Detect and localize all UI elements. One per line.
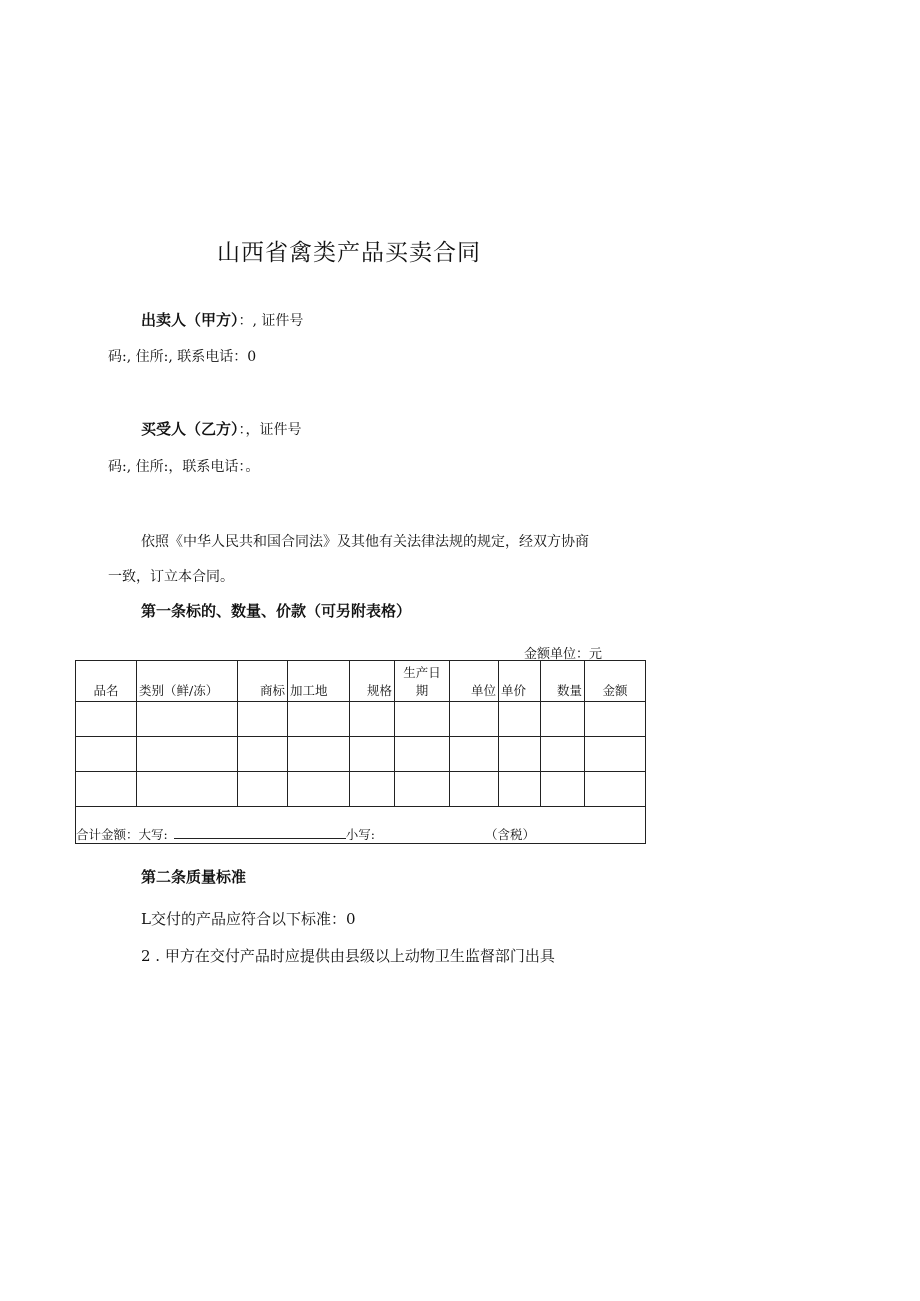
total-amount-words-label: 合计金额：大写: [76, 827, 168, 842]
table-cell[interactable] [137, 702, 238, 737]
col-header-name: 品名 [76, 661, 137, 702]
legal-basis-line2: 一致，订立本合同。 [108, 569, 234, 585]
buyer-heading [141, 418, 302, 439]
col-header-production-date: 生产日 期 [395, 661, 450, 702]
table-cell[interactable] [499, 772, 541, 807]
quality-clause-2: 2 . 甲方在交付产品时应提供由县级以上动物卫生监督部门出具 [141, 947, 555, 965]
table-row [76, 772, 646, 807]
table-cell[interactable] [76, 702, 137, 737]
table-cell[interactable] [137, 772, 238, 807]
table-cell[interactable] [395, 772, 450, 807]
table-cell[interactable] [585, 702, 646, 737]
seller-id-label: ：, 证件号 [238, 313, 304, 329]
table-cell[interactable] [288, 737, 350, 772]
table-cell[interactable] [238, 702, 288, 737]
tax-included-note: （含税） [484, 827, 535, 842]
quality-clause-1: L交付的产品应符合以下标准：0 [141, 910, 356, 928]
total-row [76, 807, 646, 844]
table-cell[interactable] [350, 702, 395, 737]
page-title: 山西省禽类产品买卖合同 [217, 240, 481, 266]
table-cell[interactable] [137, 737, 238, 772]
table-cell[interactable] [76, 737, 137, 772]
col-header-spec: 规格 [350, 661, 395, 702]
article1-heading: 第一条标的、数量、价款（可另附表格） [141, 602, 412, 620]
col-header-quantity: 数量 [541, 661, 585, 702]
table-row [76, 702, 646, 737]
seller-label: 出卖人（甲方） [141, 311, 239, 329]
goods-table [75, 660, 646, 844]
table-cell[interactable] [450, 737, 499, 772]
table-cell[interactable] [585, 772, 646, 807]
table-cell[interactable] [450, 772, 499, 807]
table-cell[interactable] [350, 737, 395, 772]
seller-details: 码:, 住所:, 联系电话：0 [108, 349, 257, 365]
table-cell[interactable] [288, 772, 350, 807]
table-cell[interactable] [288, 702, 350, 737]
table-row [76, 737, 646, 772]
buyer-label: 买受人（乙方） [141, 420, 239, 438]
legal-basis-line1: 依照《中华人民共和国合同法》及其他有关法律法规的规定，经双方协商 [141, 534, 589, 550]
table-cell[interactable] [238, 737, 288, 772]
col-header-category: 类别（鲜/冻） [137, 661, 238, 702]
table-cell[interactable] [450, 702, 499, 737]
col-header-unit-price: 单价 [499, 661, 541, 702]
col-header-amount: 金额 [585, 661, 646, 702]
table-cell[interactable] [238, 772, 288, 807]
table-cell[interactable] [395, 702, 450, 737]
currency-unit-note: 金额单位：元 [524, 647, 603, 662]
total-cell [76, 807, 646, 844]
total-amount-figures-label: 小写: [345, 827, 375, 842]
table-cell[interactable] [541, 737, 585, 772]
table-cell[interactable] [350, 772, 395, 807]
col-header-unit: 单位 [450, 661, 499, 702]
col-header-brand: 商标 [238, 661, 288, 702]
table-cell[interactable] [541, 702, 585, 737]
total-amount-words-field[interactable] [174, 826, 346, 839]
table-cell[interactable] [395, 737, 450, 772]
buyer-details: 码:, 住所:，联系电话：。 [108, 459, 260, 475]
article2-heading: 第二条质量标准 [141, 868, 247, 886]
seller-heading [141, 309, 303, 330]
table-cell[interactable] [541, 772, 585, 807]
table-header-row [76, 661, 646, 702]
col-header-origin: 加工地 [288, 661, 350, 702]
table-cell[interactable] [499, 702, 541, 737]
table-cell[interactable] [585, 737, 646, 772]
table-cell[interactable] [76, 772, 137, 807]
buyer-id-label: ：，证件号 [238, 422, 302, 438]
table-cell[interactable] [499, 737, 541, 772]
